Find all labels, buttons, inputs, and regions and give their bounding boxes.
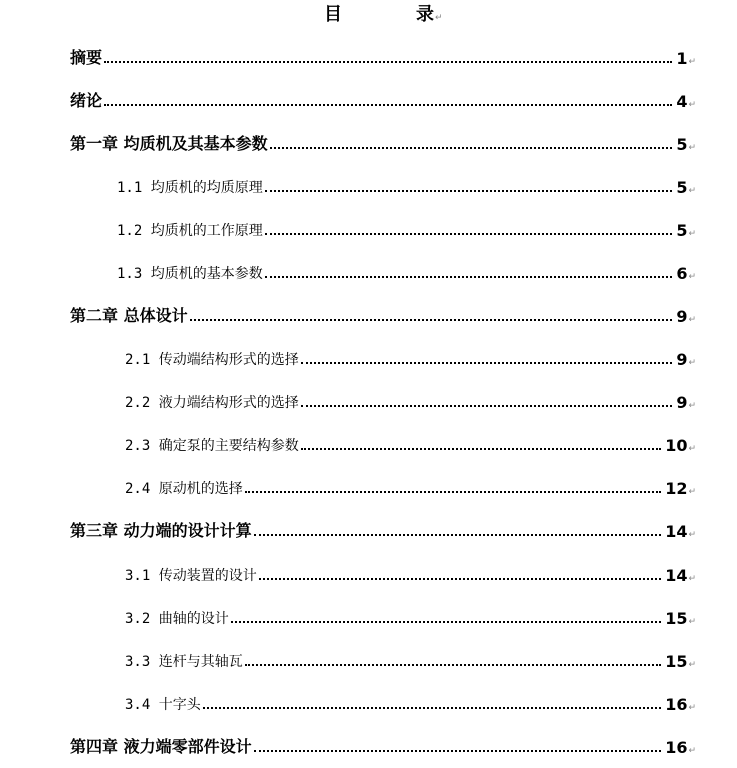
toc-entry-page: 14↵: [665, 522, 696, 541]
toc-entry-page: 9↵: [676, 307, 696, 326]
dot-leader: [259, 578, 661, 580]
toc-entry-label: 3.1 传动装置的设计: [125, 568, 257, 584]
toc-entry-1-3[interactable]: [117, 261, 696, 283]
dot-leader: [270, 147, 673, 149]
toc-entry-page: 1↵: [676, 49, 696, 68]
paragraph-mark-icon: ↵: [688, 143, 696, 153]
toc-entry-label: 2.1 传动端结构形式的选择: [125, 352, 299, 368]
dot-leader: [265, 233, 673, 235]
toc-entry-label: 3.3 连杆与其轴瓦: [125, 654, 243, 670]
paragraph-mark-icon: ↵: [688, 315, 696, 325]
paragraph-mark-icon: ↵: [688, 272, 696, 282]
toc-entry-label: 3.4 十字头: [125, 697, 201, 713]
toc-entry-page: 5↵: [676, 221, 696, 240]
toc-entry-label: 1.3 均质机的基本参数: [117, 266, 263, 282]
paragraph-mark-icon: ↵: [688, 703, 696, 713]
paragraph-mark-icon: ↵: [688, 100, 696, 110]
dot-leader: [104, 61, 672, 63]
toc-entry-label: 2.3 确定泵的主要结构参数: [125, 438, 299, 454]
dot-leader: [265, 190, 673, 192]
paragraph-mark-icon: ↵: [688, 617, 696, 627]
toc-entry-page: 10↵: [665, 436, 696, 455]
dot-leader: [203, 707, 661, 709]
toc-entry-page: 12↵: [665, 479, 696, 498]
paragraph-mark-icon: ↵: [688, 186, 696, 196]
toc-entry-3-2[interactable]: [125, 606, 696, 628]
toc-title-char-1: 目: [324, 4, 342, 25]
toc-entry-1-2[interactable]: [117, 218, 696, 240]
paragraph-mark-icon: ↵: [688, 746, 696, 756]
toc-entry-1-1[interactable]: [117, 175, 696, 197]
toc-entry-page: 15↵: [665, 609, 696, 628]
toc-entry-page: 5↵: [676, 178, 696, 197]
dot-leader: [254, 750, 662, 752]
toc-entry-label: 第三章 动力端的设计计算: [70, 521, 252, 540]
dot-leader: [231, 621, 661, 623]
toc-entry-label: 第四章 液力端零部件设计: [70, 737, 252, 756]
toc-entry-introduction[interactable]: [70, 89, 696, 111]
toc-entry-2-3[interactable]: [125, 433, 696, 455]
toc-entry-page: 14↵: [665, 566, 696, 585]
dot-leader: [245, 491, 661, 493]
toc-entry-chapter-3[interactable]: [70, 519, 696, 541]
toc-entry-label: 3.2 曲轴的设计: [125, 611, 229, 627]
toc-entry-page: 15↵: [665, 652, 696, 671]
toc-title: [0, 2, 737, 28]
toc-entry-2-4[interactable]: [125, 476, 696, 498]
toc-entry-3-3[interactable]: [125, 649, 696, 671]
toc-entry-page: 16↵: [665, 738, 696, 757]
toc-entry-page: 5↵: [676, 135, 696, 154]
toc-entry-label: 第一章 均质机及其基本参数: [70, 134, 268, 153]
toc-entry-label: 2.4 原动机的选择: [125, 481, 243, 497]
paragraph-mark-icon: ↵: [688, 229, 696, 239]
toc-entry-label: 绪论: [70, 91, 103, 110]
toc-entry-label: 摘要: [70, 48, 103, 67]
toc-entry-label: 2.2 液力端结构形式的选择: [125, 395, 299, 411]
toc-entry-page: 4↵: [676, 92, 696, 111]
toc-entry-2-2[interactable]: [125, 390, 696, 412]
toc-entry-page: 9↵: [676, 393, 696, 412]
paragraph-mark-icon: ↵: [688, 660, 696, 670]
toc-entry-2-1[interactable]: [125, 347, 696, 369]
dot-leader: [301, 405, 673, 407]
toc-title-char-2: 录↵: [416, 4, 443, 25]
dot-leader: [265, 276, 673, 278]
toc-entry-3-1[interactable]: [125, 563, 696, 585]
toc-entry-label: 第二章 总体设计: [70, 306, 188, 325]
paragraph-mark-icon: ↵: [688, 57, 696, 67]
paragraph-mark-icon: ↵: [688, 444, 696, 454]
dot-leader: [104, 104, 672, 106]
dot-leader: [301, 362, 673, 364]
dot-leader: [245, 664, 661, 666]
toc-entry-label: 1.2 均质机的工作原理: [117, 223, 263, 239]
toc-entry-chapter-2[interactable]: [70, 304, 696, 326]
toc-entry-chapter-1[interactable]: [70, 132, 696, 154]
dot-leader: [190, 319, 673, 321]
toc-entry-page: 9↵: [676, 350, 696, 369]
paragraph-mark-icon: ↵: [435, 13, 443, 23]
toc-entry-page: 6↵: [676, 264, 696, 283]
paragraph-mark-icon: ↵: [688, 401, 696, 411]
paragraph-mark-icon: ↵: [688, 574, 696, 584]
toc-entry-3-4[interactable]: [125, 692, 696, 714]
toc-entry-page: 16↵: [665, 695, 696, 714]
paragraph-mark-icon: ↵: [688, 358, 696, 368]
dot-leader: [301, 448, 661, 450]
toc-entry-label: 1.1 均质机的均质原理: [117, 180, 263, 196]
toc-entry-chapter-4[interactable]: [70, 735, 696, 757]
paragraph-mark-icon: ↵: [688, 530, 696, 540]
toc-entry-abstract[interactable]: [70, 46, 696, 68]
paragraph-mark-icon: ↵: [688, 487, 696, 497]
dot-leader: [254, 534, 662, 536]
